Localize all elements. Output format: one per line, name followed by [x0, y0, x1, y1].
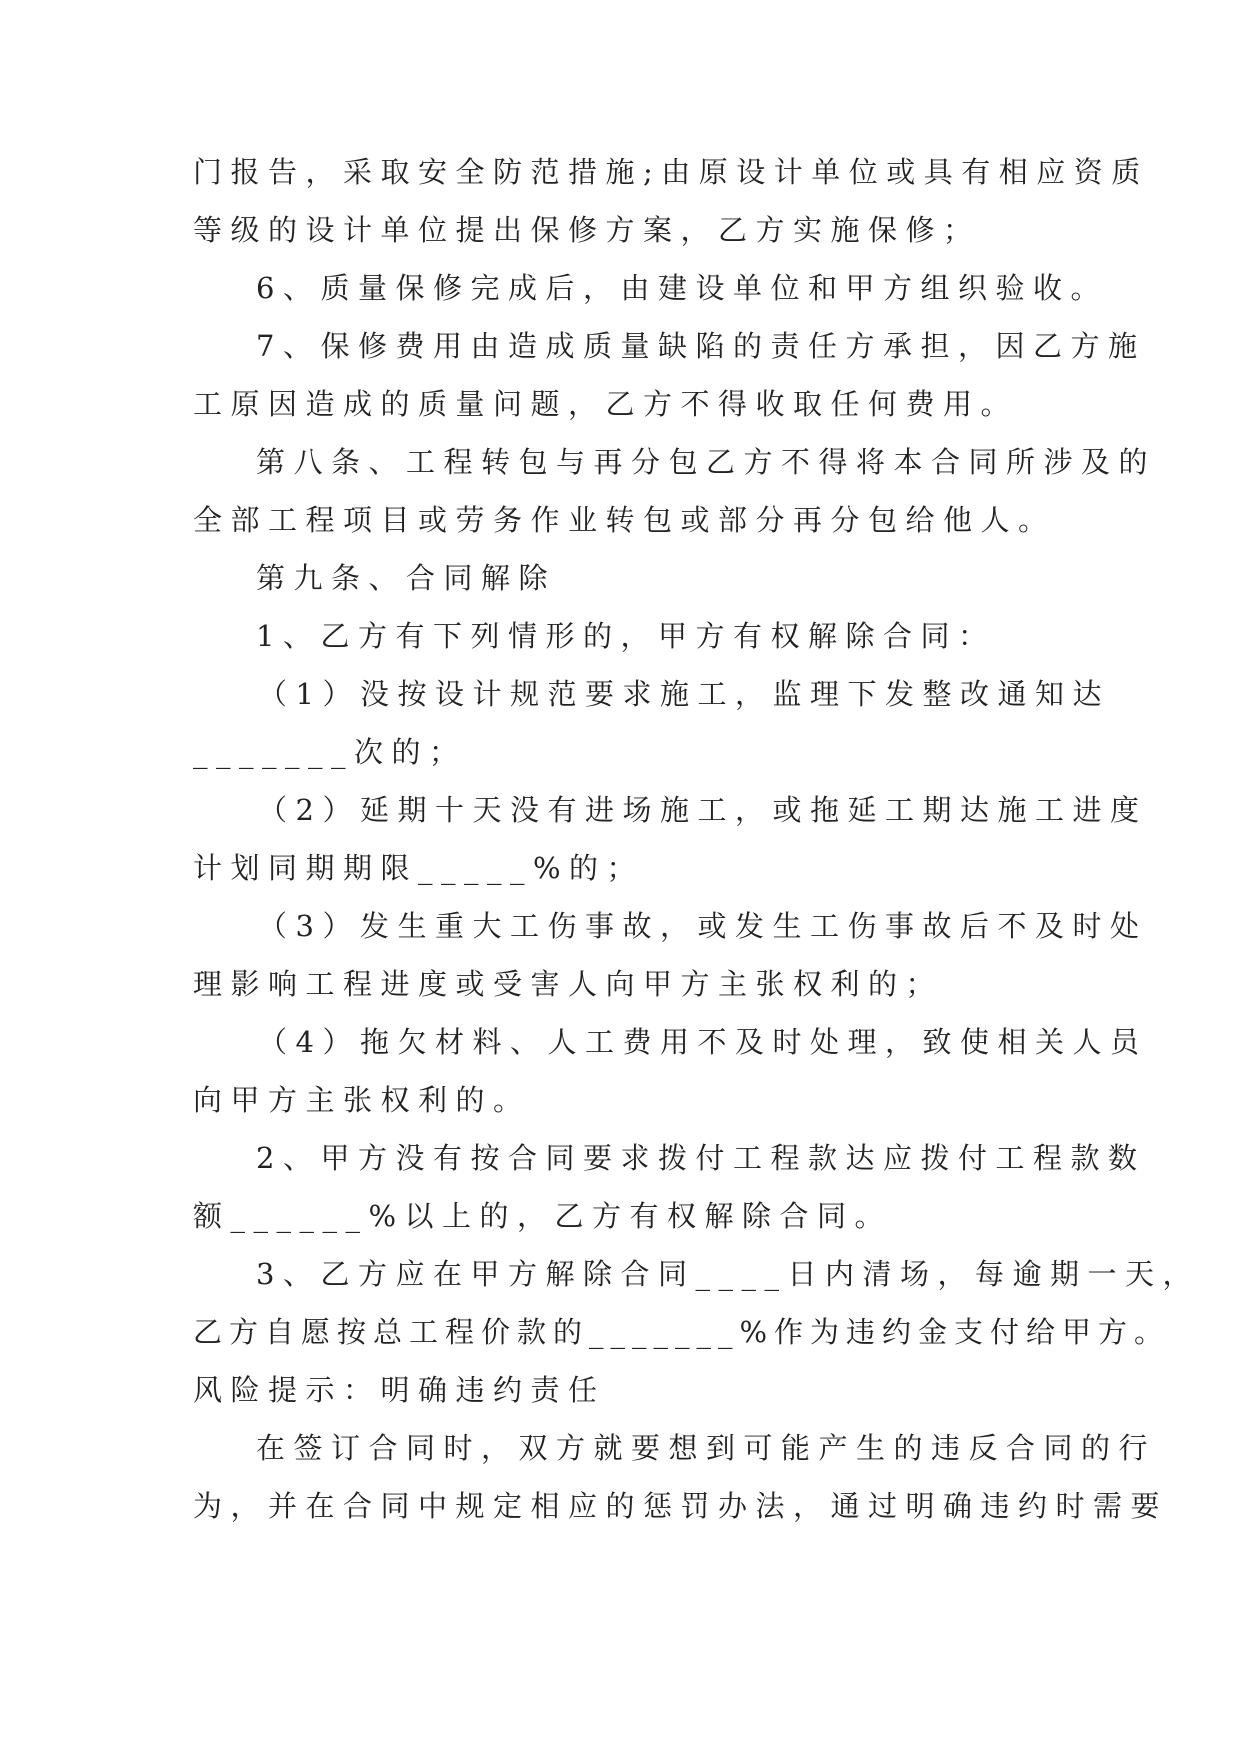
text-line: 计划同期期限_____%的；: [193, 851, 645, 885]
text-line: 第八条、工程转包与再分包乙方不得将本合同所涉及的: [256, 445, 1157, 479]
risk-notice-heading: 风险提示：明确违约责任: [193, 1373, 606, 1407]
text-line: （2）延期十天没有进场施工，或拖延工期达施工进度: [258, 793, 1148, 827]
text-line: 在签订合同时，双方就要想到可能产生的违反合同的行: [256, 1431, 1157, 1465]
text-line: 理影响工程进度或受害人向甲方主张权利的；: [193, 967, 944, 1001]
text-line: 向甲方主张权利的。: [193, 1083, 531, 1117]
text-line: 3、乙方应在甲方解除合同____日内清场，每逾期一天，: [256, 1257, 1200, 1291]
text-line: （3）发生重大工伤事故，或发生工伤事故后不及时处: [258, 909, 1148, 943]
text-line: 全部工程项目或劳务作业转包或部分再分包给他人。: [193, 503, 1056, 537]
text-line: 额______%以上的，乙方有权解除合同。: [193, 1199, 893, 1233]
text-line: 2、甲方没有按合同要求拨付工程款达应拨付工程款数: [256, 1141, 1146, 1175]
text-line: 工原因造成的质量问题，乙方不得收取任何费用。: [193, 387, 1019, 421]
text-line: 乙方自愿按总工程价款的_______%作为违约金支付给甲方。: [193, 1315, 1171, 1349]
text-line: 等级的设计单位提出保修方案，乙方实施保修；: [193, 213, 981, 247]
text-line: 1、乙方有下列情形的，甲方有权解除合同：: [256, 619, 996, 653]
text-line: 为，并在合同中规定相应的惩罚办法，通过明确违约时需要: [193, 1489, 1169, 1523]
text-line: _______次的；: [193, 735, 467, 769]
section-heading: 第九条、合同解除: [256, 561, 557, 595]
text-line: （4）拖欠材料、人工费用不及时处理，致使相关人员: [258, 1025, 1148, 1059]
text-line: 7、保修费用由造成质量缺陷的责任方承担，因乙方施: [256, 329, 1146, 363]
text-line: 6、质量保修完成后，由建设单位和甲方组织验收。: [256, 271, 1108, 305]
text-line: 门报告，采取安全防范措施;由原设计单位或具有相应资质: [193, 155, 1149, 189]
text-line: （1）没按设计规范要求施工，监理下发整改通知达: [258, 677, 1110, 711]
